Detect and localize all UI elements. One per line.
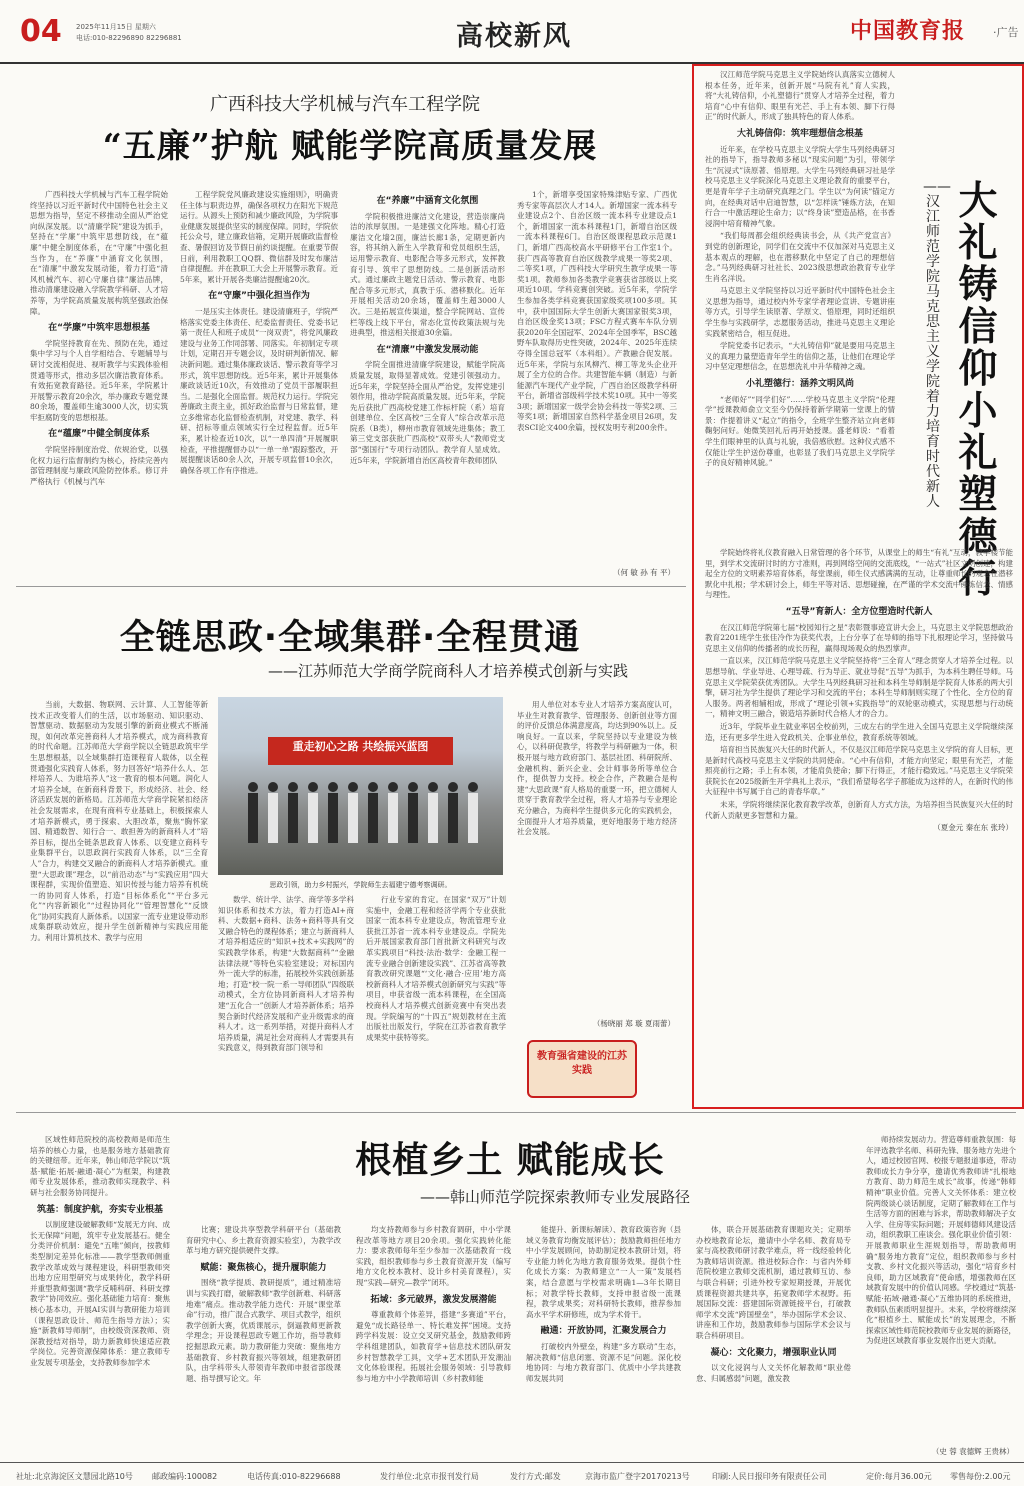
subheading: 在“守廉”中强化担当作为: [208, 291, 310, 302]
article1-headline: “五廉”护航 赋能学院高质量发展: [102, 126, 598, 165]
paragraph: 工程学院党风廉政建设实施细则》，明确责任主体与职责边界，确保各项权力在阳光下规范运行。从源头上预防和减少廉政风险，为学院事业健康发展提供坚实的制度保障。同时，学院依托公众号，建立廉政信箱，定期开展廉政监督检查、暑假回访及节假日前约谈提醒。在重要节假日前，利用教职工QQ群、微信群及时发布廉洁自律提醒。并在教职工大会上开展警示教育。近5年来，累计开展各类廉洁提醒逾20次。: [180, 190, 338, 284]
article1-column-2: [180, 190, 338, 580]
subheading: 在“学廉”中筑牢思想根基: [48, 323, 150, 334]
paragraph: 在汉江师范学院第七届“校园知行之星”表彰暨事迹宣讲大会上，马克思主义学院思想政治教育2201班学生张佳冷作为获奖代表，上台分享了在导师的指导下扎根理论学习，坚持做马克思主义信仰的传播者的成长历程，赢得现场观众的热烈掌声。: [705, 622, 1013, 653]
paragraph: 能提升、新课标解读）、教育政策咨询（县域义务教育均衡发展评估）；鼓励教师担任地方中小学发展顾问，协助制定校本教研计划，将专业能力转化为地方教育服务效果。提供个性化成长方案：为教师建立“一人一策”发展档案，结合意愿与学校需求明确1—3年长期目标；对教学特长教师，支持申报省级一流课程，教学成果奖；对科研特长教师，推荐参加高水平学术研修班，成为学术骨干。: [526, 1225, 681, 1319]
article4-column-4: [526, 1225, 681, 1455]
article4-column-3: [356, 1225, 511, 1455]
article1-column-1: [30, 190, 168, 580]
masthead: [0, 0, 1024, 64]
article3-byline: （夏金元 秦在东 张玲）: [933, 823, 1013, 833]
article2-headline: 全链思政·全域集群·全程贯通: [119, 618, 581, 658]
paragraph: 学院党委书记表示，“大礼铸信仰”就是要用马克思主义的真理力量塑造青年学生的信仰之基，让他们在理论学习中坚定理想信念，在思想洗礼中升华精神之魂。: [705, 341, 895, 372]
article2-column-3: [366, 895, 506, 1100]
paragraph: 培育担当民族复兴大任的时代新人，不仅是汉江师范学院马克思主义学院的育人目标，更是新时代高校马克思主义学院的共同使命。“心中有信仰，才能方向坚定；眼里有光芒，才能照亮前行之路；手上有本领，才能肩负使命；脚下行得正，才能行稳致远。”马克思主义学院荣获院长在2025级新生开学典礼上表示，“我们希望每名学子都能成为这样的人，在新时代的伟大征程中书写属于自己的青春华章。”: [705, 745, 1013, 797]
photo-caption: 思政引领，助力乡村振兴，学院师生去福建宁德考察调研。: [269, 881, 452, 889]
paragraph: 比赛；建设共享型教学科研平台（基础教育研究中心、乡土教育资源实验室），为教学改革与地方研究提供硬件支撑。: [186, 1225, 341, 1256]
paragraph: 学院全面推进清廉学院建设，赋能学院高质量发展，取得显著成效。党建引领强动力。近5年来，学院坚持全面从严治党，发挥党建引领作用，推动学院高质量发展。近5年来，学院先后获批广西高校党建工作标杆院（系）培育创建单位、全区高校“三全育人”综合改革示范院系（B类），柳州市教育领域先进集体；教工第三党支部获批广西高校“双带头人”教师党支部“强国行”专项行动团队。教学育人显成效。近5年来，学院新增自治区高校青年教师团队: [350, 360, 505, 465]
footer-phone: 电话传真:010-82296688: [247, 1472, 341, 1481]
footer-postcode: 邮政编码:100082: [152, 1472, 218, 1481]
paragraph: 学院坚持教育在先、预防在先，通过集中学习与个人自学相结合、专题辅导与研讨交流相促进、视听教学与实践体验相贯通等形式，推动多层次廉洁教育体系。有效拓宽教育路径。近5年来，学院累计开展警示教育20余次，举办廉政专题党课80余场，覆盖师生逾3000人次，切实筑牢拒腐防变的思想根基。: [30, 338, 168, 422]
paragraph: 以文化浸润与人文关怀化解教师“职业倦怠、归属感弱”问题，激发教: [696, 1363, 851, 1383]
subheading: 筑基：制度护航，夯实专业根基: [36, 1204, 163, 1215]
subheading: 在“养廉”中涵育文化氛围: [376, 196, 479, 206]
group-photo-figures: [238, 777, 488, 847]
article4-subhead: ——韩山师范学院探索教师专业发展路径: [419, 1188, 690, 1206]
paragraph: 用人单位对本专业人才培养方案高度认可，毕业生对教育教学、管理服务、创新创业等方面的评价反馈总体满意度高，均达到90%以上。反响良好。一直以来，学院坚持以专业建设为核心，以科研促教学，将教学与科研融为一体，积极开展与地方政府部门、基层社团、科研院所、金融机构、新兴企业、会计师事务所等单位合作，提供智力支持。校企合作，产教融合是构建“大思政课”育人格局的重要一环，把立德树人贯穿于教育教学全过程，将人才培养与专业理论充分融合，为商科学生提供多元化的实践机会，全面提升人才培养质量，更好地服务于地方经济社会发展。: [517, 700, 677, 837]
subheading: 在“清廉”中激发发展动能: [376, 344, 479, 355]
footer-issue-price: 零售每份:2.00元: [950, 1472, 1011, 1481]
article4-column-1: [30, 1135, 170, 1455]
article2-column-1: [30, 700, 208, 1100]
footer-address: 社址:北京海淀区文慧园北路10号: [16, 1472, 133, 1481]
subheading: 小礼塑德行：涵养文明风尚: [745, 379, 854, 390]
paragraph: 未来，学院将继续深化教育教学改革，创新育人方式方法，为培养担当民族复兴大任的时代新人贡献更多智慧和力量。: [705, 800, 1013, 820]
footer-monthly-price: 定价:每月36.00元: [866, 1472, 932, 1481]
paragraph: 近年来，在学校马克思主义学院大学生马列经典研习社的指导下，指导教师多秘以“现实问题”为引，带领学生“沉浸式”读原著、悟原理。大学生马列经典研习社是学校马克思主义学院深化马克思主义理论教育的重要平台，更是青年学子主动研究真理之门。学生以“为何读”锚定方向，在经典对话中启迪智慧，以“怎样读”锤炼方法，在知行合一中激活理论生命力；以“终身读”塑造品格，在书香浸润中培育精神气象。: [705, 144, 895, 228]
subheading: 在“蕴廉”中健全制度体系: [48, 429, 150, 440]
date-line: 2025年11月15日 星期六: [76, 23, 156, 31]
subheading: 赋能：聚焦核心，提升履职能力: [200, 1262, 327, 1273]
paragraph: 当前，大数据、物联网、云计算、人工智能等新技术正改变着人们的生活，以市场驱动、知识驱动、智慧驱动、数据驱动为发展引擎的新商业模式不断涌现，如何改革完善商科人才培养模式，成为商科教育的时代命题。江苏师范大学商学院以全链思政筑牢学生思想根基，以全域集群打造课程育人载体，以全程贯通强化实践育人体系，努力回答好“培养什么人、怎样培养人、为谁培养人”这一教育的根本问题。润化人才培养全域，在新商科背景下，形成经济、社会、经济活跃发展的新格局。江苏师范大学商学院紧扣经济社会发展需求，在现有商科专业基础上，积极探索人才培养新模式，勇于探索、大胆改革，聚焦“胸怀家国、精通数智、知行合一、敢担善为的新商科人才”培养目标，提出全链条思政育人体系、以变建立商科专业集群平台，以思政润行实践育人体系，以“三全育人”合力，构建交叉融合的新商科人才培养新模式。重塑“大思政课”理念，以“前沿动态”与“实践应用”四大课程群，实现价值塑造、知识传授与能力培养有机统一的协同育人体系，打造“目标体系化”“平台多元化”“内容新颖化”“过程协同化”“管理智慧化”“反馈化”协同实践育人新体系。以国家一流专业建设带动形成集群联动效应，提升学生创新精神与实践应用能力。利用计算机技术、教学与应用: [30, 700, 208, 943]
article1-column-4: [517, 190, 677, 570]
page-number: 04: [20, 14, 62, 49]
article2-byline: （杨晓丽 郑 璇 夏雨蕾）: [592, 1019, 675, 1028]
paragraph: 体，联合开展基础教育课题攻关；定期举办校地教育论坛，邀请中小学名师、教育局专家与高校教师研讨教学难点，将一线经验转化为教师培训资源。推进校际合作：与省内外师范院校建立教师交流机制，通过教师互访、参与联合科研；引进外校专家短期授课，开展优质课程资源共建共享，拓宽教师学术视野。拓展国际交流：搭建国际资源链接平台，打破教师学术交流“跨国壁垒”，举办国际学术会议、讲座和工作坊，鼓励教师参与国际学术会议与联合科研项目。: [696, 1225, 851, 1340]
paragraph: 师持续发展动力。营造尊师重教氛围：每年评选教学名师、科研先锋、服务地方先进个人，通过校园官网、校报专题报道事迹，带动教师成长力争分享，邀请优秀教师讲“扎根地方教育、助力师范生成长”故事，传递“韩师精神”职业价值。完善人文关怀体系：建立校院两级谈心谈话制度，定期了解教师在工作与生活等方面的困难与诉求，帮助教师解决子女入学、住房等实际问题；开展师德师风建设活动，组织教职工座谈会。强化职业价值引领：开展教师职业生涯规划指导，帮助教师明确“服务地方教育”定位，组织教师参与乡村支教、乡村文化振兴等活动，强化“培育乡村良师，助力区域教育”使命感，增强教师在区域教育发展中的价值认同感。学校通过“筑基·赋能·拓域·融通·凝心”五维协同的系统推进，教师队伍素质明显提升。未来，学校将继续深化“根植乡土、赋能成长”的发展理念，不断探索区域性师范院校教师专业发展的新路径，为促进区域教育事业发展作出更大贡献。: [866, 1135, 1016, 1346]
paragraph: 一是压实主体责任。建设清廉班子，学院严格落实党委主体责任、纪委监督责任、党委书记第一责任人和班子成员“一岗双责”，将党风廉政建设与业务工作同部署、同落实。年初制定专项计划，定期召开专题会议，及时研判新情况、解决新问题。通过集体廉政谈话、警示教育等学习形式，筑牢思想防线。近5年来，累计开展集体廉政谈话近10次，有效推动了党员干部履职担当。二是强化全面监督。规范权力运行。学院完善廉政主责主业，抓好政治监督与日常监督，建立多维常态化监督检查机制，对党建、教学、科研、招标等重点领域实行全过程监督。近5年来，累计检查近10次，以“一单四清”开展履职检查，平推提醒督办以“一单一单”跟踪整改，开展提醒谈话80余人次，开展专项监督10余次，确保各项工作有序推进。: [180, 306, 338, 475]
article2-subhead: ——江苏师范大学商学院商科人才培养模式创新与实践: [267, 662, 628, 680]
phone-line: 电话:010-82296890 82296881: [76, 34, 182, 42]
subheading: “五导”育新人：全方位塑造时代新人: [785, 606, 933, 617]
paragraph: “老师好”“同学们好”……学校马克思主义学院“伦理学”授课教师俞立文至今仍保持着新学期第一堂课上的情景：作提着讲义“起立”的指令，全班学生整齐站立向老师鞠躬问好。她微笑回礼后再开始授课。盛老师说：“看着学生们眼神里的认真与礼貌，我倍感欣慰。这种仪式感不仅能让学生护送份尊重，也彰显了我们马克思主义学院学子的良好精神风貌。”: [705, 394, 895, 468]
footer-print-plant: 印刷:人民日报印务有限责任公司: [712, 1472, 827, 1481]
article1-lead: 广西科技大学机械与汽车工程学院始终坚持以习近平新时代中国特色社会主义思想为指导，坚定不移推动全面从严治党向纵深发展。以“清廉学院”建设为抓手，坚持在“学廉”中筑牢思想防线，在“蕴廉”中健全制度体系，在“守廉”中强化担当作为，在“养廉”中涵育文化氛围，在“清廉”中激发发展动能，着力打造“清风机械汽车、初心守廉自律”廉洁品牌，推动清廉建设融入学院教学科研、人才培养等，为学院高质量发展构筑坚强政治保障。: [30, 190, 168, 316]
article2-column-2: [218, 895, 354, 1100]
paragraph: 以制度建设破解教师“发展无方向、成长无保障”问题，筑牢专业发展基石。健全分类评价机制：避免“五唯”倾向，按教师类型制定差异化标准——教学型教师侧重教学改革成效与课程建设，科研型教师突出地方应用型研究与成果转化，教学科研并重型教师强调“教学反哺科研、科研支撑教学”协同效应。强化基础能力培育：聚焦核心基本功，开展AI实训与教研能力培训（课程思政设计、师范生指导方法）；实施“新教师导师制”，由校级资深教师、资深教授结对指导，助力新教师快速适应教学岗位。完善资源保障体系：建立教师专业发展专项基金，支持教师参加学术: [30, 1220, 170, 1367]
footer-printer: 发行单位:北京市报刊发行局: [380, 1472, 479, 1481]
paragraph: 学院积极推进廉洁文化建设，营造崇廉尚洁的浓厚氛围。一是建强文化阵地。精心打造廉洁文化墙2面，廉洁长廊1条，定期更新内容，将其纳入新生入学教育和党员组织生活，运用警示教育、电影配合等多元形式，发挥教育引导、筑牢了思想防线。二是创新活动形式。通过廉政主题党日活动、警示教育、电影配合等多元形式，真教于乐、潜移默化。近年开展相关活动20余场，覆盖师生超3000人次。三是拓展宣传渠道，整合学院网站、宣传栏等线上线下平台，常态化宣传政策法规与先进典型，推送相关报道30余篇。: [350, 211, 505, 338]
article4-column-5: [696, 1225, 851, 1455]
paragraph: 均支持教师参与乡村教育调研，中小学课程改革等地方项目20余项。强化实践转化能力：要求教师每年至少参加一次基础教育一线实践，组织教师参与乡土教育资源开发（编写地方文化校本教材、设计乡村美育课程），实现“实践—研究—教学”闭环。: [356, 1225, 511, 1287]
article3-column-lower: [705, 548, 1013, 1093]
paragraph: 尊重教师个体差异，搭建“多赛道”平台，避免“成长路径单一、特长难发挥”困境。支持跨学科发展：设立交叉研究基金，鼓励教师跨学科组建团队，如教育学+信息技术团队研发乡村智慧教学工具，文学+艺术团队开发潮汕文化体验课程。拓展社会服务领域：引导教师参与地方中小学教师培训（乡村教师能: [356, 1310, 511, 1383]
article1-kicker: 广西科技大学机械与汽车工程学院: [210, 94, 480, 115]
subheading: 大礼铸信仰：筑牢理想信念根基: [736, 128, 863, 139]
paragraph: 学院始终将礼仪教育融入日常管理的各个环节，从课堂上的师生“有礼”互动，教学楼节能里，到学术交流研讨时的方寸准则，再到网络空间的交流底线，“一站式”社区文明创建，构建起全方位的文明素养培育体系，每堂课前，师生仪式感满满的互动，让尊重师长的观念在潜移默化中扎根；学术研讨会上，师生平等对话、思想碰撞，在严谨的学术交流中锤炼信念、情感与理性。: [705, 548, 1013, 600]
issue-date: [76, 22, 206, 44]
jiangsu-stamp: 教育强省建设的江苏实践: [527, 1040, 637, 1098]
article1-byline: （何 敏 孙 有 平）: [612, 568, 675, 577]
paragraph: 1个，新增享受国家特殊津贴专家、广西优秀专家等高层次人才14人。新增国家一流本科专业建设点2个、自治区级一流本科专业建设点1个，新增国家一流本科课程1门，新增自治区级一流本科课程6门。自治区级课程思政示范课1门，新增广西高校高水平研修平台工作室1个。获广西高等教育自治区级教学成果一等奖2项、二等奖1项，广西科技大学研究生教学成果一等奖1项。教师参加各类教学竞赛获省部级以上奖项近10项。学科竞赛创突破。近5年来，学院学生参加各类学科竞赛获国家级奖项100多项。其中，获中国国际大学生创新大赛国家银奖3项，自治区级金奖13项；FSC方程式赛车车队分别获2020年全国冠军、2024年全国季军，BSC越野车队取得历史性突破，2024年、2025年连续夺得全国总冠军（本科组）。产教融合促发展。近5年来，学院与东风柳汽、柳工等龙头企业开展了全方位的合作。共建智能车辆（制造）与新能源汽车现代产业学院，广西自治区级教学科研平台，新增省部级科学技术奖10项。其中一等奖3项；新增国家一级学会协会科技一等奖2项、三等奖1项；新增国家自然科学基金项目26项，发表SCI论文400余篇，授权发明专利200余件。: [517, 190, 677, 433]
paragraph: 学院坚持制度治党、依规治党，以强化权力运行监督制约为核心，持续完善内部管理制度与廉政风险防控体系。修订并严格执行《机械与汽车: [30, 445, 168, 486]
paragraph: 打破校内外壁垒，构建“多方联动”生态，解决教师“信息闭塞、资源不足”问题。深化校地协同：与地方教育部门、优质中小学共建教师发展共同: [526, 1341, 681, 1383]
subheading: 拓域：多元破界，激发发展潜能: [370, 1294, 497, 1305]
paragraph: 近3年，学院毕业生就业率居全校前列，三成左右的学生进入全国马克思主义学院继续深造，还有更多学生进入党政机关、企事业单位，教育系统等领域。: [705, 721, 1013, 742]
paragraph: 汉江师范学院马克思主义学院始终认真落实立德树人根本任务，近年来，创新开展“马院有礼”育人实践，将“大礼铸信仰，小礼塑德行”贯穿人才培养全过程，着力培育“心中有信仰、眼里有光芒、手上有本领、脚下行得正”的时代新人，形成了独具特色的育人体系。: [705, 70, 895, 122]
article3-column-upper: [705, 70, 895, 545]
paragraph: 行业专家的肯定。在国家“双万”计划实施中，金融工程和经济学两个专业获批国家一流本科专业建设点，物流管理专业获批江苏省一流本科专业建设点。学院先后开展国家教育部门首批新文科研究与改革实践项目“科技·法治·数学：金融工程一流专业融合创新建设实践”、江苏省高等教育教改研究课题“‘文化·融合·应用’地方高校新商科人才培养模式创新研究与实践”等项目，申获省级一流本科课程，在全国高校商科人才培养模式创新竞赛中有突出表现。学院编写的“十四五”规划教材在主流出版社出版发行，学院在江苏省教育教学成果奖中获特等奖。: [366, 895, 506, 1042]
footer: [0, 1462, 1024, 1486]
paragraph: 区域性师范院校的高校教师是师范生培养的核心力量，也是服务地方基础教育的关键纽带。近年来，韩山师范学院以“筑基·赋能·拓展·融通·凝心”为框架，构建教师专业发展体系，推动教师实现教学、科研与社会服务协同提升。: [30, 1135, 170, 1197]
subheading: 融通：开放协同，汇聚发展合力: [540, 1326, 667, 1337]
newspaper-logo: 中国教育报: [850, 18, 966, 44]
photo-banner: 重走初心之路 共绘振兴蓝图: [268, 737, 453, 765]
article2-photo: [218, 697, 503, 875]
section-title: 高校新风: [456, 21, 572, 52]
article3-subhead: ——汉江师范学院马克思主义学院着力培育时代新人: [923, 179, 951, 510]
paragraph: 一直以来，汉江师范学院马克思主义学院坚持将“三全育人”理念贯穿人才培养全过程。以思想导航、学业导进、心理导疏、行为导正、就业导促“五导”为抓手，为本科生聘任导师。马克思主义学院荣获优秀团队。大学生马列经典研习社和本科生导师制是学院育人体系的两大引擎，研习社为学生提供了理论学习和交流的平台；本科生导师制则实现了个性化、全方位的育人服务。两者相辅相成，形成了“理论引领+实践指导”的双轮驱动模式，实现思想与行动统一，精神文明三融合，锻造培养新时代合格人才的合力。: [705, 656, 1013, 719]
divider: [16, 1112, 1016, 1113]
article4-headline: 根植乡土 赋能成长: [355, 1140, 665, 1181]
footer-distributor: 发行方式:邮发: [510, 1472, 561, 1481]
divider: [16, 586, 686, 587]
paragraph: 数学、统计学、法学、商学等多学科知识体系和技术方法，着力打造AI+商科、大数据+商科、法务+商科等具有交叉融合特色的课程体系；建立与新商科人才培养相适应的“知识+技术+实践网”的实践教学体系，构建“大数据商科”“金融法律法规”等特色实验室建设；对标国内外一流大学的标准，拓展校外实践创新基地；打造“校一院一系一导师团队”四级联动模式，全方位协同新商科人才培养构建“五化合一”创新人才培养新体系；培养契合新时代经济发展和产业升级需求的商科人才。这一系列举措，对提升商科人才培养质量，满足社会对商科人才需要具有实践意义，得到教育部门领导和: [218, 895, 354, 1053]
footer-license: 京海市监广登字20170213号: [585, 1472, 690, 1481]
article4-byline: （史 蓉 袁德辉 王贵林）: [931, 1447, 1014, 1456]
ad-label: ·广告: [993, 26, 1019, 39]
article3-headline: 大礼铸信仰 小礼塑德行: [958, 178, 998, 602]
article4-column-2: [186, 1225, 341, 1455]
subheading: 凝心：文化聚力，增强职业认同: [710, 1347, 837, 1358]
paragraph: 马克思主义学院坚持以习近平新时代中国特色社会主义思想为指导，通过校内外专家学者理论宣讲、专题讲座等方式，引导学生读原著、学原文、悟原理，同时还组织学生参与实践研学，志愿服务活动，推进马克思主义理论实践紧密结合，相互促进。: [705, 286, 895, 338]
article1-column-3: [350, 190, 505, 580]
paragraph: “我们每周都会组织经典读书会，从《共产党宣言》到党的创新理论，同学们在交流中不仅加深对马克思主义基本观点的理解，也在潜移默化中坚定了自己的理想信念。”马列经典研习社社长、2023级思想政治教育专业学生肖名洋说。: [705, 231, 895, 283]
paragraph: 围绕“教学提质、教研提质”，通过精准培训与实践打磨，破解教师“教学创新难、科研落地难”痛点。推动教学能力迭代：开展“课堂革命”行动，推广混合式教学、项目式教学，组织教学创新大赛，优质课展示，倒逼教师更新教学理念；开设课程思政专题工作坊，指导教师挖掘思政元素。助力教研能力突破：聚焦地方基础教育、乡村教育振兴等领域，组建教研团队，由学科带头人带领青年教师申报省部级课题、指导撰写论文。年: [186, 1278, 341, 1383]
article2-column-4: [517, 700, 677, 1015]
article4-column-6: [866, 1135, 1016, 1445]
